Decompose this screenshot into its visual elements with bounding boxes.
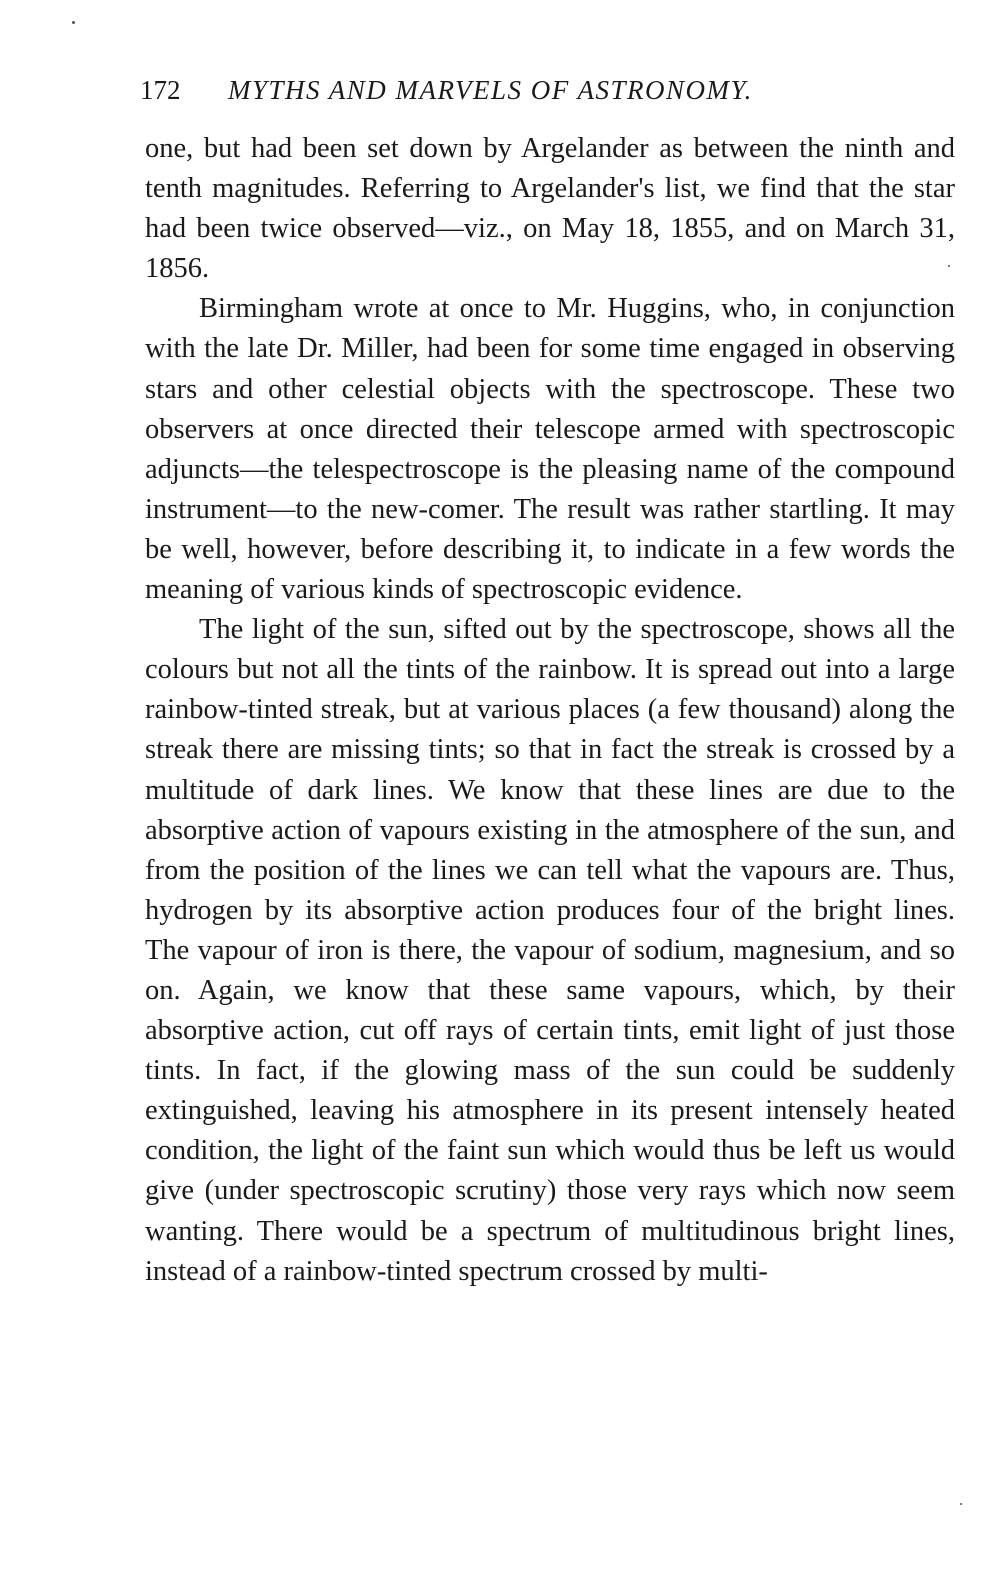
paragraph: Birmingham wrote at once to Mr. Huggins, who, in conjunction with the late Dr. Miller, had been for some time engaged in observing stars and other celestial objects with the spectroscope. These two observers at once directed their telescope armed with spectroscopic adjuncts—the telespectroscope is the pleasing name of the compound instrument—to the new-comer. The result was rather startling. It may be well, however, before describing it, to indicate in a few words the meaning of various kinds of spectroscopic evidence. [145, 293, 955, 606]
scan-speck [72, 21, 75, 24]
page-header [140, 72, 960, 108]
body-text [145, 129, 955, 1292]
scan-speck [960, 1503, 962, 1505]
running-title: MYTHS AND MARVELS OF ASTRONOMY. [228, 75, 753, 105]
page-number: 172 [140, 75, 181, 105]
paragraph-continued: one, but had been set down by Argelander as between the ninth and tenth magnitudes. Referring to Argelander's list, we find that the star had been twice observed—viz., on May 18, 1855, and on March 31, 1856. [145, 133, 955, 285]
paragraph: The light of the sun, sifted out by the spectroscope, shows all the colours but not all the tints of the rainbow. It is spread out into a large rainbow-tinted streak, but at various places (a few thousand) along the streak there are missing tints; so that in fact the streak is crossed by a multitude of dark lines. We know that these lines are due to the absorptive action of vapours existing in the atmosphere of the sun, and from the position of the lines we can tell what the vapours are. Thus, hydrogen by its absorptive action produces four of the bright lines. The vapour of iron is there, the vapour of sodium, magnesium, and so on. Again, we know that these same vapours, which, by their absorptive action, cut off rays of certain tints, emit light of just those tints. In fact, if the glowing mass of the sun could be suddenly extinguished, leaving his atmosphere in its present intensely heated condition, the light of the faint sun which would thus be left us would give (under spectroscopic scrutiny) those very rays which now seem wanting. There would be a spectrum of multitudinous bright lines, instead of a rainbow-tinted spectrum crossed by multi- [145, 614, 955, 1287]
